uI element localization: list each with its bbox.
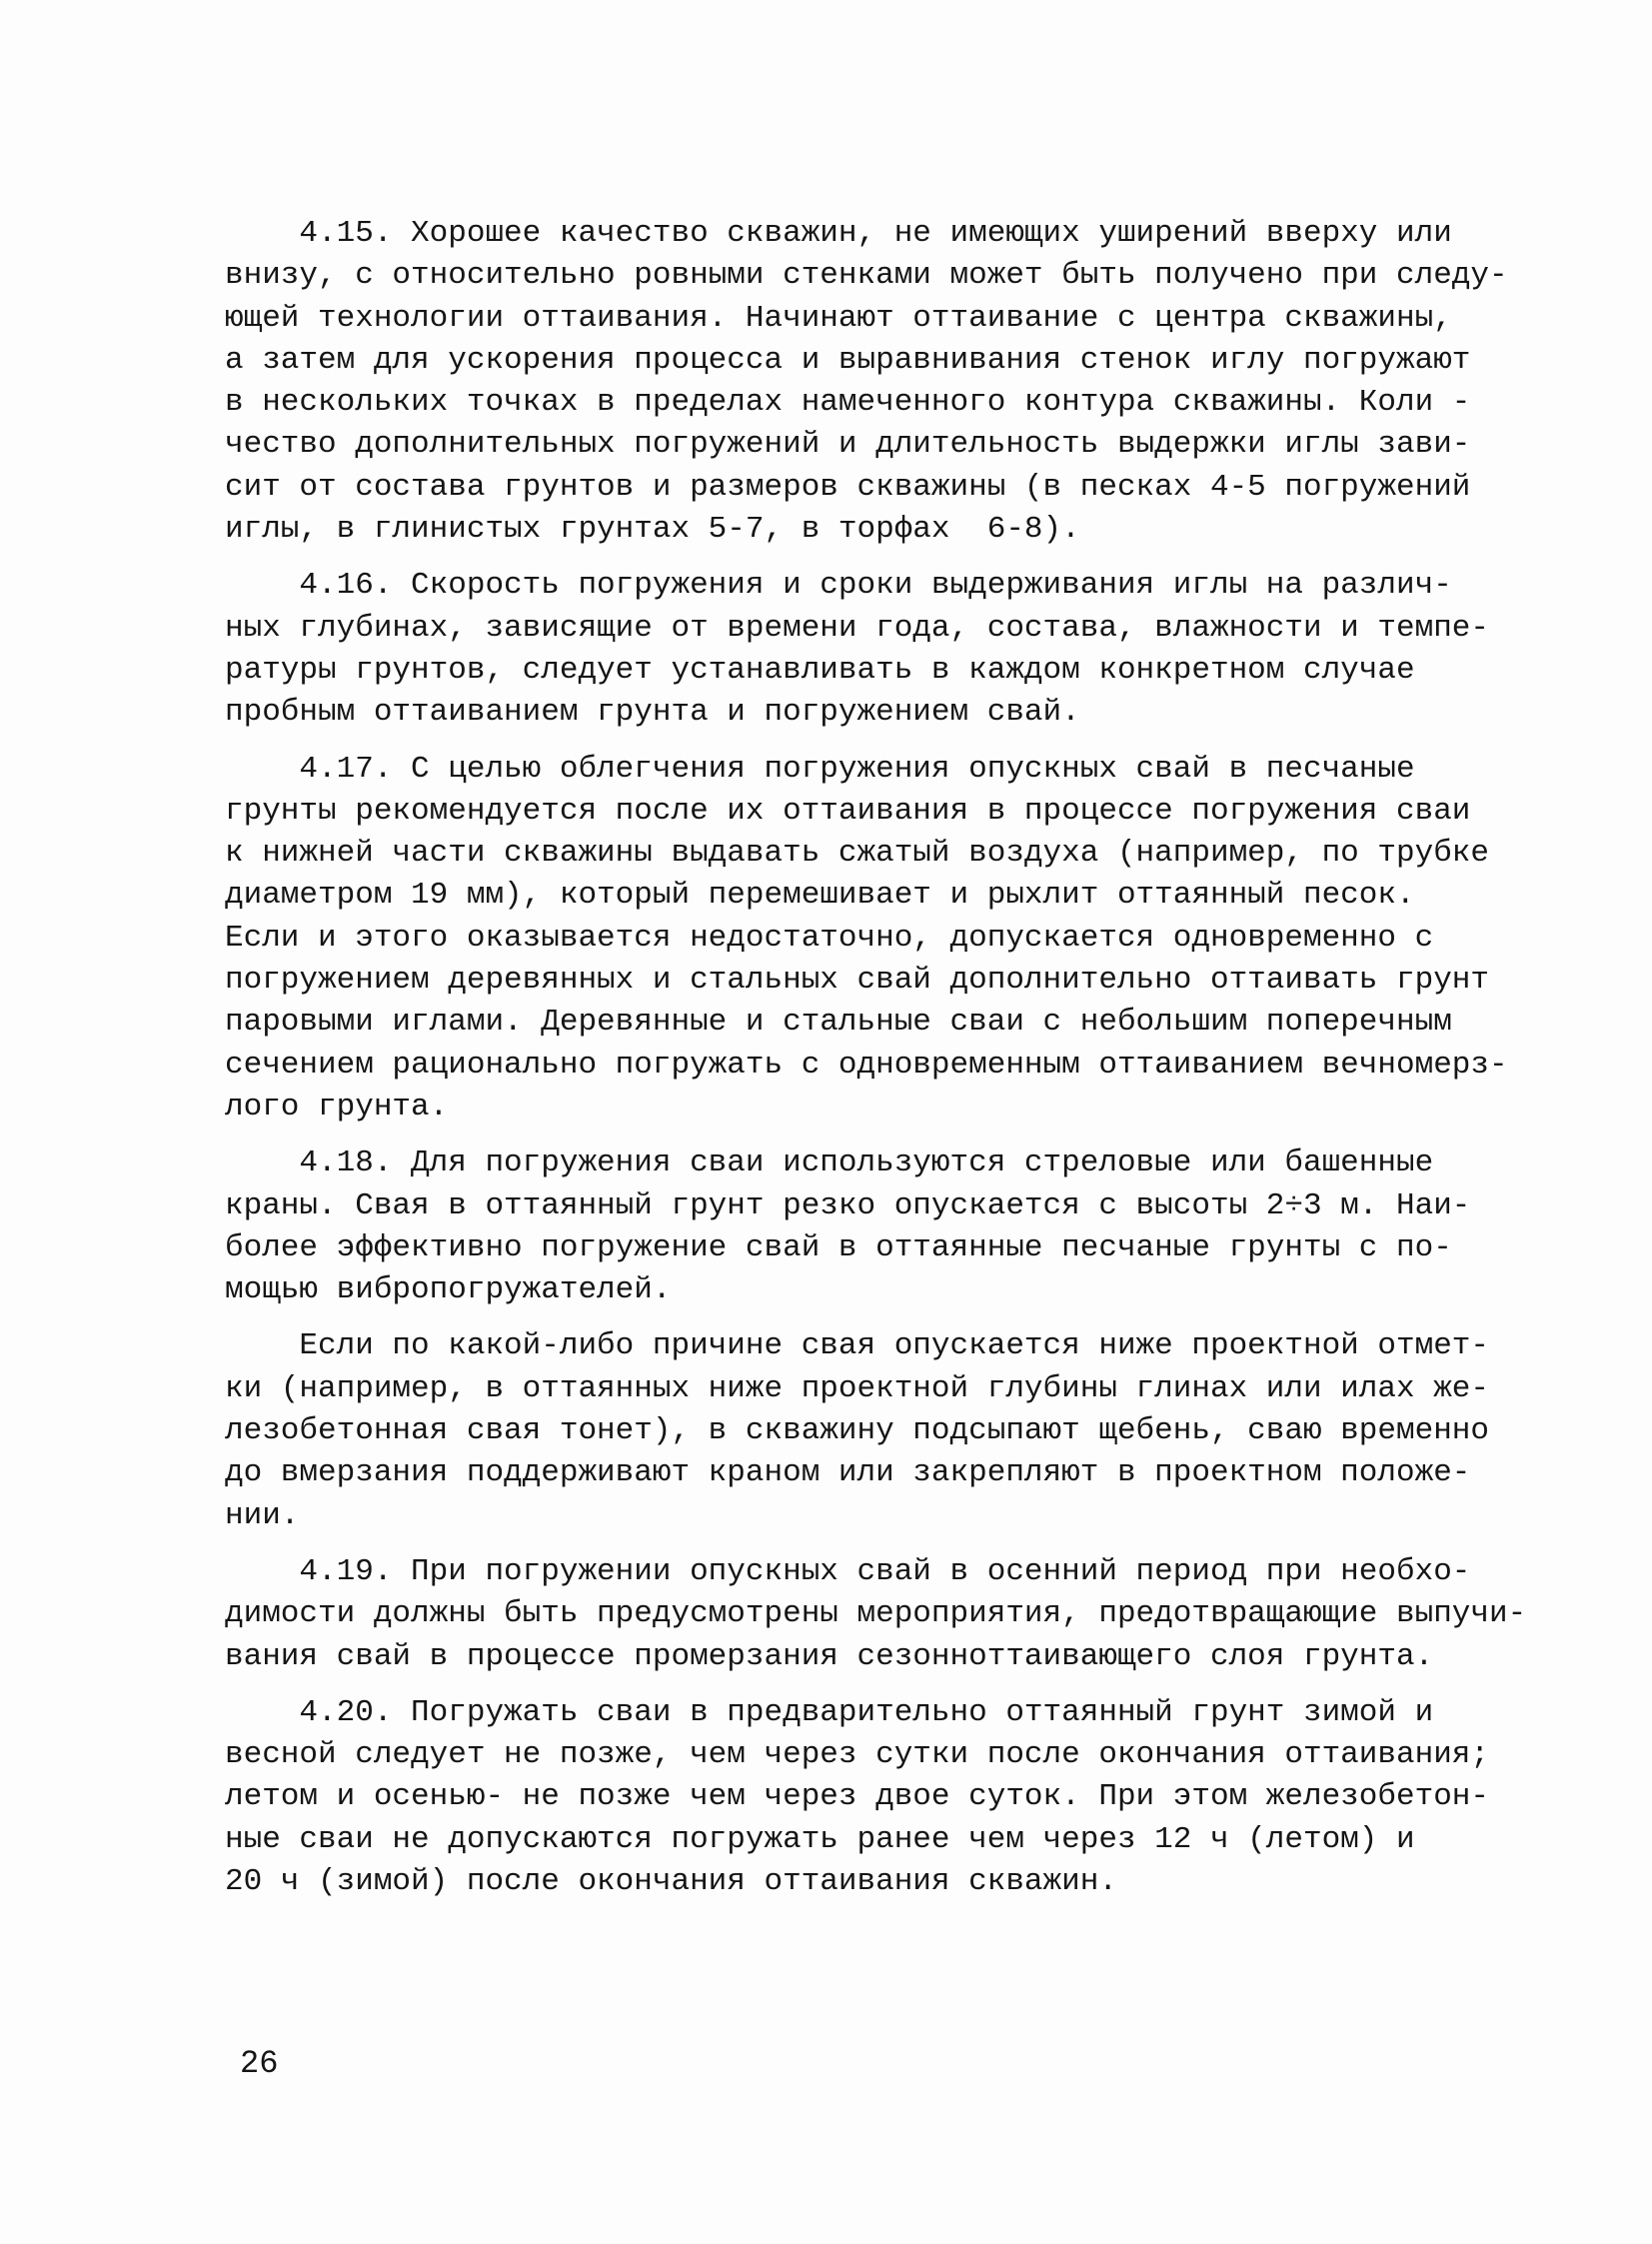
text-line: лого грунта. [225,1089,449,1124]
text-line: 4.19. При погружении опускных свай в осенний период при необхо- [225,1553,1471,1589]
text-line: ные сваи не допускаются погружать ранее чем через 12 ч (летом) и [225,1821,1415,1857]
text-line: ратуры грунтов, следует устанавливать в каждом конкретном случае [225,652,1415,688]
text-line: 4.18. Для погружения сваи используются стреловые или башенные [225,1145,1434,1181]
text-line: мощью вибропогружателей. [225,1272,672,1308]
text-line: в нескольких точках в пределах намеченного контура скважины. Коли - [225,385,1471,421]
text-line: Если по какой-либо причине свая опускается ниже проектной отмет- [225,1328,1490,1364]
paragraph [225,1551,1527,1678]
text-line: 4.17. С целью облегчения погружения опускных свай в песчаные [225,751,1415,787]
text-line: более эффективно погружение свай в оттаянные песчаные грунты с по- [225,1229,1452,1265]
text-line: чество дополнительных погружений и длительность выдержки иглы зави- [225,427,1471,463]
text-line: вания свай в процессе промерзания сезонноттаивающего слоя грунта. [225,1638,1434,1674]
text-line: 4.15. Хорошее качество скважин, не имеющих уширений вверху или [225,216,1452,251]
text-line: а затем для ускорения процесса и выравнивания стенок иглу погружают [225,342,1471,378]
text-line: димости должны быть предусмотрены мероприятия, предотвращающие выпучи- [225,1596,1527,1632]
text-line: краны. Свая в оттаянный грунт резко опускается с высоты 2÷3 м. Наи- [225,1187,1471,1223]
text-line: сит от состава грунтов и размеров скважины (в песках 4-5 погружений [225,469,1471,505]
paragraph [225,213,1508,551]
text-line: к нижней части скважины выдавать сжатый воздуха (например, по трубке [225,836,1490,872]
text-line: погружением деревянных и стальных свай дополнительно оттаивать грунт [225,963,1490,999]
text-line: ных глубинах, зависящие от времени года, состава, влажности и темпе- [225,610,1490,646]
text-line: 4.16. Скорость погружения и сроки выдерживания иглы на различ- [225,568,1452,604]
body-text [225,213,1527,1917]
text-line: паровыми иглами. Деревянные и стальные сваи с небольшим поперечным [225,1005,1452,1041]
text-line: лезобетонная свая тонет), в скважину подсыпают щебень, сваю временно [225,1413,1490,1449]
paragraph [225,1692,1490,1903]
text-line: ющей технологии оттаивания. Начинают оттаивание с центра скважины, [225,300,1452,336]
text-line: иглы, в глинистых грунтах 5-7, в торфах 6-8). [225,512,1080,548]
paragraph [225,565,1490,734]
text-line: до вмерзания поддерживают краном или закрепляют в проектном положе- [225,1455,1471,1491]
text-line: 4.20. Погружать сваи в предварительно оттаянный грунт зимой и [225,1694,1434,1730]
text-line: весной следует не позже, чем через сутки после окончания оттаивания; [225,1737,1490,1773]
text-line: 20 ч (зимой) после окончания оттаивания скважин. [225,1863,1117,1899]
text-line: сечением рационально погружать с одновременным оттаиванием вечномерз- [225,1047,1508,1083]
paragraph [225,1142,1479,1311]
text-line: ки (например, в оттаянных ниже проектной глубины глинах или илах же- [225,1370,1490,1406]
text-line: Если и этого оказывается недостаточно, допускается одновременно с [225,920,1434,956]
paragraph [225,749,1508,1129]
text-line: внизу, с относительно ровными стенками может быть получено при следу- [225,258,1508,294]
paragraph [225,1325,1490,1536]
text-line: диаметром 19 мм), который перемешивает и рыхлит оттаянный песок. [225,878,1415,914]
page-number: 26 [240,2045,279,2082]
text-line: нии. [225,1497,300,1533]
text-line: пробным оттаиванием грунта и погружением свай. [225,695,1080,731]
text-line: грунты рекомендуется после их оттаивания в процессе погружения сваи [225,793,1471,829]
text-line: летом и осенью- не позже чем через двое суток. При этом железобетон- [225,1779,1490,1815]
